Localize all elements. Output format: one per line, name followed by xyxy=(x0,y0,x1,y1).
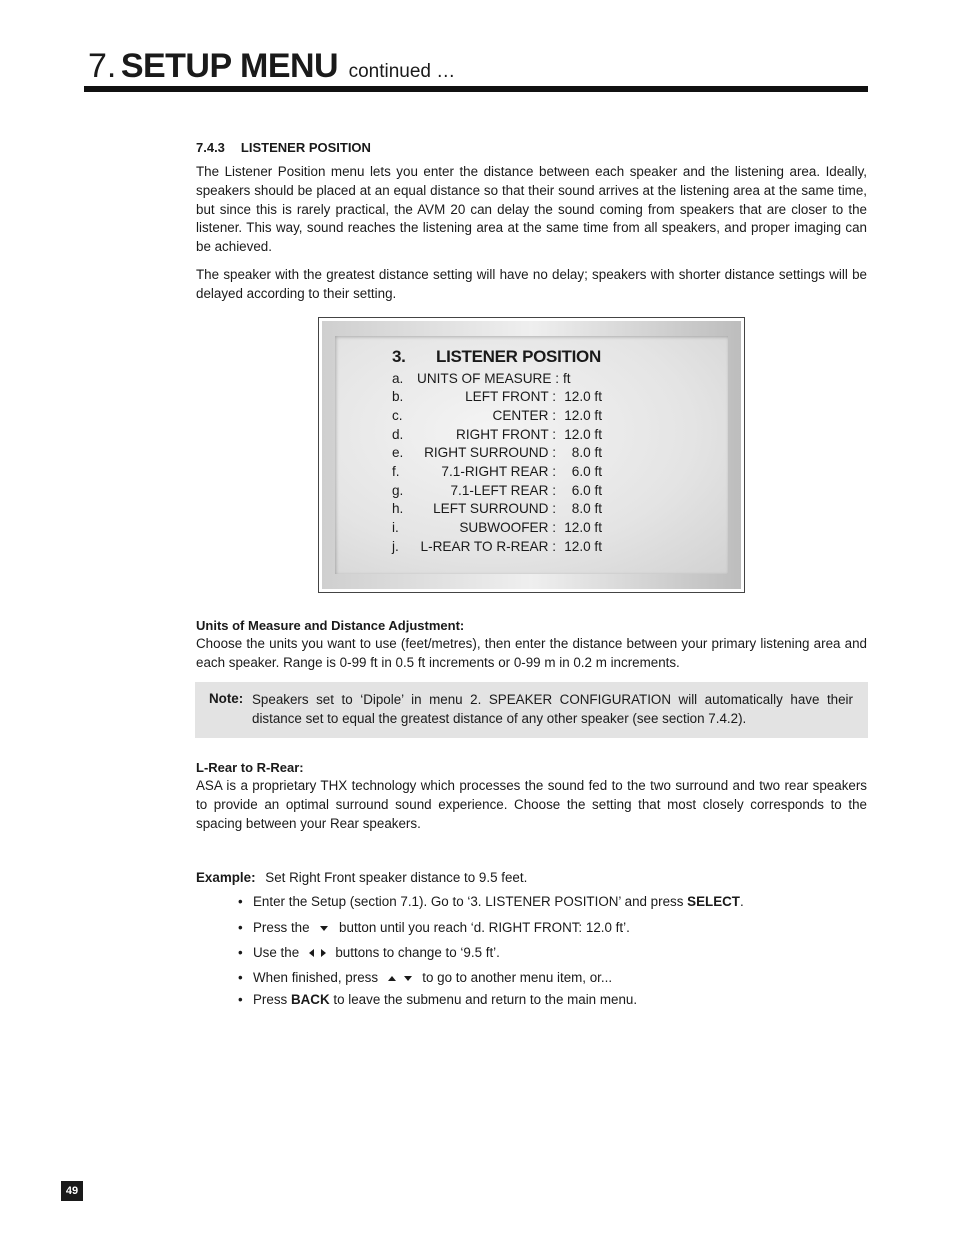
header-title xyxy=(88,47,455,86)
intro-paragraph-1: The Listener Position menu lets you enter the distance between each speaker and the listening area. Ideally, speakers should be placed at an equal distance so that their sound arrives at the listening area at the same time, but since this is rarely practical, the AVM 20 can delay the sound coming from speakers that are closer to the listener. This way, sound reaches the listening area at the same time from all speakers, and proper imaging can be achieved. xyxy=(196,164,867,255)
example-label: Example: xyxy=(196,870,256,885)
right-arrow-icon xyxy=(321,949,326,957)
menu-row-h: h. LEFT SURROUND : 8.0 ft xyxy=(392,501,602,516)
menu-row-j: j. L-REAR TO R-REAR : 12.0 ft xyxy=(392,539,602,554)
intro-paragraph-2: The speaker with the greatest distance setting will have no delay; speakers with shorter distance settings will be delayed according to their setting. xyxy=(196,267,867,301)
lrear-text: ASA is a proprietary THX technology which processes the sound fed to the two surround and two rear speakers to provide an optimal surround sound experience. Choose the setting that most closely corresponds to the spacing between your Rear speakers. xyxy=(196,778,867,831)
note-label: Note: xyxy=(209,691,244,706)
page-number: 49 xyxy=(61,1181,83,1201)
step-3: • Use the buttons to change to ‘9.5 ft’. xyxy=(238,945,500,960)
section-title: LISTENER POSITION xyxy=(240,140,371,155)
section-heading xyxy=(196,140,867,155)
units-section xyxy=(196,617,867,673)
lrear-section xyxy=(196,759,867,833)
chapter-number: 7. xyxy=(88,47,117,85)
units-text: Choose the units you want to use (feet/metres), then enter the distance between your primary listening area and each speaker. Range is 0-99 ft in 0.5 ft increments or 0-99 m in 0.2 m increments. xyxy=(196,636,867,670)
menu-row-d: d. RIGHT FRONT : 12.0 ft xyxy=(392,427,602,442)
example-line xyxy=(196,870,867,885)
left-arrow-icon xyxy=(309,949,314,957)
menu-row-b: b. LEFT FRONT : 12.0 ft xyxy=(392,389,602,404)
continued-label: continued … xyxy=(348,61,456,82)
lrear-title: L-Rear to R-Rear: xyxy=(196,760,304,775)
menu-row-e: e. RIGHT SURROUND : 8.0 ft xyxy=(392,445,602,460)
menu-row-a: a. UNITS OF MEASURE : ft xyxy=(392,371,571,386)
up-arrow-icon xyxy=(388,976,396,981)
menu-row-i: i. SUBWOOFER : 12.0 ft xyxy=(392,520,602,535)
example-text: Set Right Front speaker distance to 9.5 feet. xyxy=(265,870,528,885)
step-1: • Enter the Setup (section 7.1). Go to ‘3. LISTENER POSITION’ and press SELECT. xyxy=(238,894,744,909)
page-header xyxy=(84,47,868,90)
menu-title: 3. LISTENER POSITION xyxy=(392,347,601,366)
section-number: 7.4.3 xyxy=(196,140,225,155)
step-2: • Press the button until you reach ‘d. RIGHT FRONT: 12.0 ft’. xyxy=(238,920,630,935)
header-rule xyxy=(84,86,868,92)
note-box xyxy=(195,682,868,738)
menu-row-f: f. 7.1-RIGHT REAR : 6.0 ft xyxy=(392,464,602,479)
down-arrow-icon xyxy=(320,926,328,931)
step-4: • When finished, press to go to another menu item, or... xyxy=(238,970,613,985)
note-text: Speakers set to ‘Dipole’ in menu 2. SPEAKER CONFIGURATION will automatically have their distance set to equal the greatest distance of any other speaker (see section 7.4.2). xyxy=(252,692,853,726)
down-arrow-icon xyxy=(404,976,412,981)
menu-row-c: c. CENTER : 12.0 ft xyxy=(392,408,602,423)
chapter-title: SETUP MENU xyxy=(120,47,339,85)
menu-row-g: g. 7.1-LEFT REAR : 6.0 ft xyxy=(392,483,602,498)
step-5: • Press BACK to leave the submenu and return to the main menu. xyxy=(238,992,638,1007)
units-title: Units of Measure and Distance Adjustment: xyxy=(196,618,465,633)
